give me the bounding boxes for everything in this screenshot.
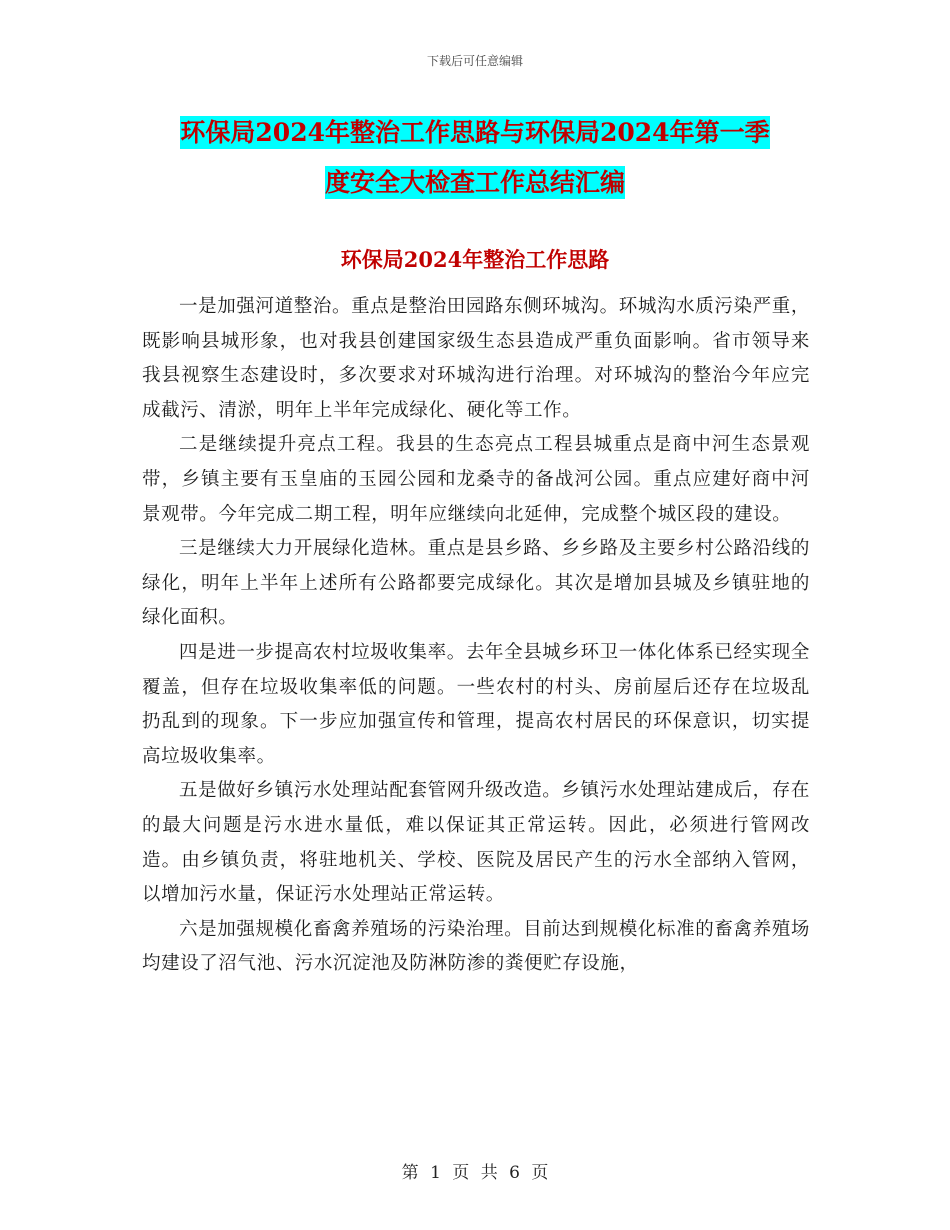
document-title-line-2: 度安全大检查工作总结汇编: [324, 168, 625, 197]
document-body: [142, 290, 810, 982]
paragraph-3: 三是继续大力开展绿化造林。重点是县乡路、乡乡路及主要乡村公路沿线的绿化，明年上半年上述所有公路都要完成绿化。其次是增加县城及乡镇驻地的绿化面积。: [142, 538, 810, 629]
document-title: [140, 108, 810, 208]
document-title-line-1: 环保局2024年整治工作思路与环保局2024年第一季: [180, 118, 770, 147]
page-header-note: 下载后可任意编辑: [426, 54, 523, 68]
paragraph-4: 四是进一步提高农村垃圾收集率。去年全县城乡环卫一体化体系已经实现全覆盖，但存在垃圾收集率低的问题。一些农村的村头、房前屋后还存在垃圾乱扔乱到的现象。下一步应加强宣传和管理，提高农村居民的环保意识，切实提高垃圾收集率。: [142, 641, 810, 767]
page-number: 第 1 页 共 6 页: [401, 1163, 549, 1183]
paragraph-1: 一是加强河道整治。重点是整治田园路东侧环城沟。环城沟水质污染严重，既影响县城形象，也对我县创建国家级生态县造成严重负面影响。省市领导来我县视察生态建设时，多次要求对环城沟进行治理。对环城沟的整治今年应完成截污、清淤，明年上半年完成绿化、硬化等工作。: [142, 296, 810, 421]
paragraph-6: 六是加强规模化畜禽养殖场的污染治理。目前达到规模化标准的畜禽养殖场均建设了沼气池、污水沉淀池及防淋防渗的粪便贮存设施，: [142, 918, 810, 975]
paragraph-5: 五是做好乡镇污水处理站配套管网升级改造。乡镇污水处理站建成后，存在的最大问题是污水进水量低，难以保证其正常运转。因此，必须进行管网改造。由乡镇负责，将驻地机关、学校、医院及居民产生的污水全部纳入管网，以增加污水量，保证污水处理站正常运转。: [142, 780, 810, 906]
section-title: 环保局2024年整治工作思路: [340, 247, 610, 272]
paragraph-2: 二是继续提升亮点工程。我县的生态亮点工程县城重点是商中河生态景观带，乡镇主要有玉皇庙的玉园公园和龙桑寺的备战河公园。重点应建好商中河景观带。今年完成二期工程，明年应继续向北延伸，完成整个城区段的建设。: [142, 434, 810, 525]
